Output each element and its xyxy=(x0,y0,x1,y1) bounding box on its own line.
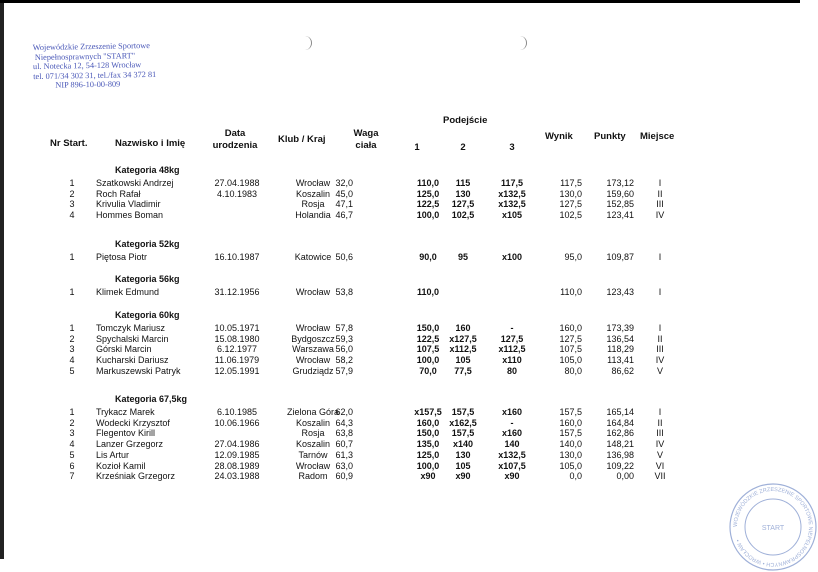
points-cell: 152,85 xyxy=(606,199,634,210)
row-number-cell: 2 xyxy=(69,417,75,428)
result-cell: 140,0 xyxy=(559,439,582,450)
seal-outer-text: WOJEWÓDZKIE ZRZESZENIE SPORTOWE NIEPEŁNOSPRAWNYCH • WROCŁAW • xyxy=(732,486,814,568)
place-cell: I xyxy=(658,178,662,188)
athlete-name-cell: Kozioł Kamil xyxy=(96,460,146,471)
header-date-line2: urodzenia xyxy=(212,140,258,151)
attempt-2-cell: 95 xyxy=(457,252,468,262)
body-weight-cell: 64,3 xyxy=(335,417,353,428)
category-title: Kategoria 60kg xyxy=(115,310,180,320)
points-cell: 0,00 xyxy=(616,471,634,482)
result-cell: 80,0 xyxy=(564,365,582,376)
attempt-1-cell: 125,0 xyxy=(416,449,440,460)
category-title: Kategoria 48kg xyxy=(115,165,180,175)
club-country-cell: Rosja xyxy=(301,199,325,210)
row-number-cell: 3 xyxy=(69,428,75,439)
attempt-2-cell: 130 xyxy=(455,449,471,460)
header-miejsce: Miejsce xyxy=(640,131,675,142)
club-country-cell: Radom xyxy=(298,471,328,482)
place-cell: IV xyxy=(655,355,665,366)
attempt-3-cell: x132,5 xyxy=(498,188,526,199)
club-country-cell: Wrocław xyxy=(295,355,331,366)
row-number-cell: 3 xyxy=(69,344,75,355)
table-row xyxy=(0,471,800,482)
athlete-name-cell: Klimek Edmund xyxy=(96,287,160,297)
result-cell: 105,0 xyxy=(559,355,582,366)
stamp-line: tel. 071/34 302 31, tel./fax 34 372 81 xyxy=(33,69,157,81)
attempt-1-cell: x90 xyxy=(420,471,436,482)
attempt-2-cell: 102,5 xyxy=(451,210,475,221)
attempt-2-cell: 105 xyxy=(455,460,471,471)
club-country-cell: Rosja xyxy=(301,428,325,439)
attempt-3-cell: x90 xyxy=(504,471,520,482)
result-cell: 102,5 xyxy=(559,210,582,221)
header-waga-line2: ciała xyxy=(355,140,377,151)
body-weight-cell: 61,3 xyxy=(335,449,353,460)
header-attempt-1: 1 xyxy=(414,142,420,153)
attempt-3-cell: x105 xyxy=(501,210,523,221)
place-cell: V xyxy=(656,365,663,376)
athlete-name-cell: Hommes Boman xyxy=(96,210,164,221)
attempt-2-cell: 115 xyxy=(455,178,471,188)
table-row xyxy=(0,366,800,377)
club-country-cell: Grudziądz xyxy=(292,365,334,376)
birth-date-cell: 28.08.1989 xyxy=(214,460,260,471)
header-waga xyxy=(348,128,384,152)
body-weight-cell: 53,8 xyxy=(335,287,353,297)
birth-date-cell: 4.10.1983 xyxy=(216,188,258,199)
row-number-cell: 1 xyxy=(69,178,75,188)
club-country-cell: Koszalin xyxy=(295,439,331,450)
club-country-cell: Holandia xyxy=(295,210,331,221)
attempt-1-cell: 150,0 xyxy=(416,428,440,439)
body-weight-cell: 60,7 xyxy=(335,439,353,450)
points-cell: 148,21 xyxy=(606,439,634,450)
attempt-2-cell: x90 xyxy=(455,471,471,482)
points-cell: 173,12 xyxy=(606,178,634,188)
body-weight-cell: 57,8 xyxy=(335,323,353,333)
row-number-cell: 5 xyxy=(69,449,75,460)
attempt-3-cell: 80 xyxy=(506,365,517,376)
body-weight-cell: 58,2 xyxy=(335,355,353,366)
header-podejscie: Podejście xyxy=(443,115,488,126)
table-row xyxy=(0,334,800,345)
header-date-line1: Data xyxy=(224,128,246,139)
header-waga-line1: Waga xyxy=(353,128,379,139)
attempt-2-cell: 157,5 xyxy=(451,407,475,417)
points-cell: 164,84 xyxy=(606,417,634,428)
points-cell: 159,60 xyxy=(606,188,634,199)
place-cell: V xyxy=(656,449,663,460)
attempt-3-cell: x100 xyxy=(501,252,523,262)
attempt-2-cell: 105 xyxy=(455,355,471,366)
scan-top-edge xyxy=(0,0,800,3)
attempt-2-cell: 160 xyxy=(455,323,471,333)
body-weight-cell: 32,0 xyxy=(335,178,353,188)
points-cell: 162,86 xyxy=(606,428,634,439)
attempt-1-cell: 90,0 xyxy=(419,252,437,262)
attempt-3-cell: - xyxy=(510,417,514,428)
result-cell: 107,5 xyxy=(559,344,582,355)
category-title: Kategoria 67,5kg xyxy=(115,394,188,404)
row-number-cell: 1 xyxy=(69,252,75,262)
athlete-name-cell: Lis Artur xyxy=(96,449,130,460)
points-cell: 136,54 xyxy=(606,333,634,344)
header-date xyxy=(205,128,265,152)
club-country-cell: Bydgoszcz xyxy=(291,333,335,344)
points-cell: 113,41 xyxy=(607,355,634,366)
birth-date-cell: 24.03.1988 xyxy=(214,471,260,482)
attempt-3-cell: x110 xyxy=(502,355,522,366)
attempt-2-cell: 157,5 xyxy=(451,428,475,439)
result-cell: 0,0 xyxy=(569,471,582,482)
table-row xyxy=(0,178,800,189)
body-weight-cell: 47,1 xyxy=(335,199,353,210)
punch-hole-mark xyxy=(305,36,312,50)
row-number-cell: 4 xyxy=(69,210,75,221)
club-country-cell: Katowice xyxy=(294,252,332,262)
attempt-1-cell: 135,0 xyxy=(416,439,440,450)
table-row xyxy=(0,210,800,221)
athlete-name-cell: Flegentov Kirill xyxy=(96,428,156,439)
body-weight-cell: 50,6 xyxy=(335,252,353,262)
athlete-name-cell: Markuszewski Patryk xyxy=(96,365,181,376)
birth-date-cell: 16.10.1987 xyxy=(214,252,260,262)
row-number-cell: 7 xyxy=(69,471,75,482)
row-number-cell: 2 xyxy=(69,333,75,344)
attempt-1-cell: 110,0 xyxy=(416,287,440,297)
table-row xyxy=(0,323,800,334)
result-cell: 157,5 xyxy=(559,407,582,417)
athlete-name-cell: Tomczyk Mariusz xyxy=(96,323,166,333)
attempt-1-cell: 122,5 xyxy=(416,333,440,344)
result-cell: 127,5 xyxy=(559,199,582,210)
row-number-cell: 6 xyxy=(69,460,75,471)
attempt-3-cell: x160 xyxy=(501,407,523,417)
table-row xyxy=(0,439,800,450)
table-row xyxy=(0,189,800,200)
athlete-name-cell: Krześniak Grzegorz xyxy=(96,471,176,482)
table-row xyxy=(0,450,800,461)
row-number-cell: 1 xyxy=(69,407,75,417)
body-weight-cell: 45,0 xyxy=(335,188,353,199)
attempt-1-cell: 100,0 xyxy=(416,355,440,366)
place-cell: III xyxy=(656,199,664,210)
stamp-line: Wojewódzkie Zrzeszenie Sportowe xyxy=(32,41,151,53)
athlete-name-cell: Górski Marcin xyxy=(96,344,152,355)
place-cell: VII xyxy=(654,471,666,482)
points-cell: 109,87 xyxy=(606,252,634,262)
attempt-2-cell: 77,5 xyxy=(454,365,472,376)
attempt-1-cell: 122,5 xyxy=(416,199,440,210)
place-cell: I xyxy=(658,323,662,333)
header-attempt-2: 2 xyxy=(460,142,466,153)
row-number-cell: 2 xyxy=(69,188,75,199)
result-cell: 117,5 xyxy=(560,178,582,188)
table-row xyxy=(0,252,800,263)
club-country-cell: Wrocław xyxy=(295,178,331,188)
category-title: Kategoria 56kg xyxy=(115,274,180,284)
attempt-3-cell: 117,5 xyxy=(500,178,524,188)
place-cell: III xyxy=(656,344,664,355)
athlete-name-cell: Piętosa Piotr xyxy=(96,252,148,262)
attempt-3-cell: - xyxy=(510,323,514,333)
body-weight-cell: 56,0 xyxy=(335,344,353,355)
body-weight-cell: 63,0 xyxy=(335,460,353,471)
punch-hole-mark xyxy=(520,36,527,50)
attempt-2-cell: x127,5 xyxy=(449,333,477,344)
place-cell: II xyxy=(657,417,663,428)
athlete-name-cell: Wodecki Krzysztof xyxy=(96,417,170,428)
header-name: Nazwisko i Imię xyxy=(115,138,186,149)
place-cell: VI xyxy=(655,460,665,471)
athlete-name-cell: Kucharski Dariusz xyxy=(96,355,169,366)
stamp-line: Niepełnosprawnych "START" xyxy=(34,50,136,62)
place-cell: I xyxy=(658,252,662,262)
points-cell: 123,41 xyxy=(606,210,634,221)
attempt-3-cell: 140 xyxy=(504,439,520,450)
attempt-1-cell: 150,0 xyxy=(416,323,440,333)
body-weight-cell: 46,7 xyxy=(335,210,353,221)
seal-inner-text: START xyxy=(761,525,785,532)
place-cell: I xyxy=(658,287,662,297)
attempt-1-cell: 100,0 xyxy=(416,210,440,221)
birth-date-cell: 12.05.1991 xyxy=(214,365,260,376)
body-weight-cell: 63,8 xyxy=(335,428,353,439)
header-wynik: Wynik xyxy=(545,131,573,142)
table-row xyxy=(0,355,800,366)
body-weight-cell: 59,3 xyxy=(335,333,353,344)
stamp-line: NIP 896-10-00-809 xyxy=(55,79,121,91)
athlete-name-cell: Lanzer Grzegorz xyxy=(96,439,164,450)
header-punkty: Punkty xyxy=(594,131,626,142)
birth-date-cell: 10.05.1971 xyxy=(214,323,260,333)
birth-date-cell: 27.04.1988 xyxy=(214,178,260,188)
table-row xyxy=(0,461,800,472)
points-cell: 123,43 xyxy=(606,287,634,297)
round-seal xyxy=(728,482,818,572)
birth-date-cell: 27.04.1986 xyxy=(214,439,260,450)
body-weight-cell: 57,9 xyxy=(335,365,353,376)
attempt-1-cell: 160,0 xyxy=(416,417,440,428)
table-row xyxy=(0,407,800,418)
club-country-cell: Wrocław xyxy=(295,287,331,297)
athlete-name-cell: Spychalski Marcin xyxy=(96,333,169,344)
attempt-3-cell: x112,5 xyxy=(498,344,526,355)
header-nr-start: Nr Start. xyxy=(50,138,88,149)
club-country-cell: Zielona Góra xyxy=(286,407,340,417)
row-number-cell: 1 xyxy=(69,287,75,297)
attempt-1-cell: 110,0 xyxy=(416,178,440,188)
points-cell: 109,22 xyxy=(606,460,634,471)
header-club: Klub / Kraj xyxy=(278,134,326,145)
table-row xyxy=(0,344,800,355)
category-title: Kategoria 52kg xyxy=(115,239,180,249)
attempt-2-cell: x162,5 xyxy=(449,417,477,428)
table-row xyxy=(0,199,800,210)
club-country-cell: Koszalin xyxy=(295,417,331,428)
header-attempt-3: 3 xyxy=(509,142,515,153)
athlete-name-cell: Szatkowski Andrzej xyxy=(96,178,174,188)
result-cell: 127,5 xyxy=(559,333,582,344)
attempt-1-cell: x157,5 xyxy=(414,407,442,417)
row-number-cell: 4 xyxy=(69,355,75,366)
place-cell: IV xyxy=(655,210,665,221)
club-country-cell: Wrocław xyxy=(295,460,331,471)
athlete-name-cell: Trykacz Marek xyxy=(96,407,155,417)
result-cell: 160,0 xyxy=(559,417,582,428)
attempt-3-cell: x132,5 xyxy=(498,449,526,460)
row-number-cell: 5 xyxy=(69,365,75,376)
row-number-cell: 3 xyxy=(69,199,75,210)
body-weight-cell: 62,0 xyxy=(335,407,353,417)
birth-date-cell: 11.06.1979 xyxy=(214,355,260,366)
result-cell: 110,0 xyxy=(560,287,582,297)
table-row xyxy=(0,287,800,298)
attempt-1-cell: 107,5 xyxy=(416,344,440,355)
place-cell: II xyxy=(657,333,663,344)
place-cell: II xyxy=(657,188,663,199)
points-cell: 86,62 xyxy=(611,365,634,376)
row-number-cell: 4 xyxy=(69,439,75,450)
table-row xyxy=(0,418,800,429)
result-cell: 157,5 xyxy=(559,428,582,439)
birth-date-cell: 6.10.1985 xyxy=(216,407,258,417)
birth-date-cell: 31.12.1956 xyxy=(214,287,260,297)
result-cell: 95,0 xyxy=(564,252,582,262)
result-cell: 160,0 xyxy=(559,323,582,333)
attempt-2-cell: x140 xyxy=(452,439,474,450)
birth-date-cell: 10.06.1966 xyxy=(214,417,260,428)
birth-date-cell: 12.09.1985 xyxy=(214,449,260,460)
place-cell: IV xyxy=(655,439,665,450)
club-country-cell: Warszawa xyxy=(292,344,334,355)
result-cell: 130,0 xyxy=(559,449,582,460)
attempt-3-cell: x160 xyxy=(501,428,523,439)
attempt-3-cell: 127,5 xyxy=(500,333,524,344)
attempt-2-cell: 130 xyxy=(455,188,471,199)
stamp-line: ul. Notecka 12, 54-128 Wrocław xyxy=(32,60,142,72)
organization-stamp xyxy=(33,41,157,91)
club-country-cell: Wrocław xyxy=(295,323,331,333)
points-cell: 165,14 xyxy=(606,407,634,417)
athlete-name-cell: Krivulia Vladimir xyxy=(96,199,161,210)
attempt-1-cell: 100,0 xyxy=(416,460,440,471)
row-number-cell: 1 xyxy=(69,323,75,333)
points-cell: 173,39 xyxy=(606,323,634,333)
birth-date-cell: 6.12.1977 xyxy=(216,344,258,355)
club-country-cell: Koszalin xyxy=(295,188,331,199)
attempt-3-cell: x107,5 xyxy=(498,460,526,471)
points-cell: 136,98 xyxy=(606,449,634,460)
athlete-name-cell: Roch Rafał xyxy=(96,188,141,199)
birth-date-cell: 15.08.1980 xyxy=(214,333,260,344)
attempt-1-cell: 125,0 xyxy=(416,188,440,199)
attempt-2-cell: 127,5 xyxy=(451,199,475,210)
body-weight-cell: 60,9 xyxy=(335,471,353,482)
table-row xyxy=(0,428,800,439)
club-country-cell: Tarnów xyxy=(298,449,328,460)
attempt-3-cell: x132,5 xyxy=(498,199,526,210)
place-cell: I xyxy=(658,407,662,417)
attempt-1-cell: 70,0 xyxy=(419,365,437,376)
attempt-2-cell: x112,5 xyxy=(449,344,477,355)
result-cell: 130,0 xyxy=(559,188,582,199)
place-cell: III xyxy=(656,428,664,439)
result-cell: 105,0 xyxy=(559,460,582,471)
points-cell: 118,29 xyxy=(607,344,634,355)
